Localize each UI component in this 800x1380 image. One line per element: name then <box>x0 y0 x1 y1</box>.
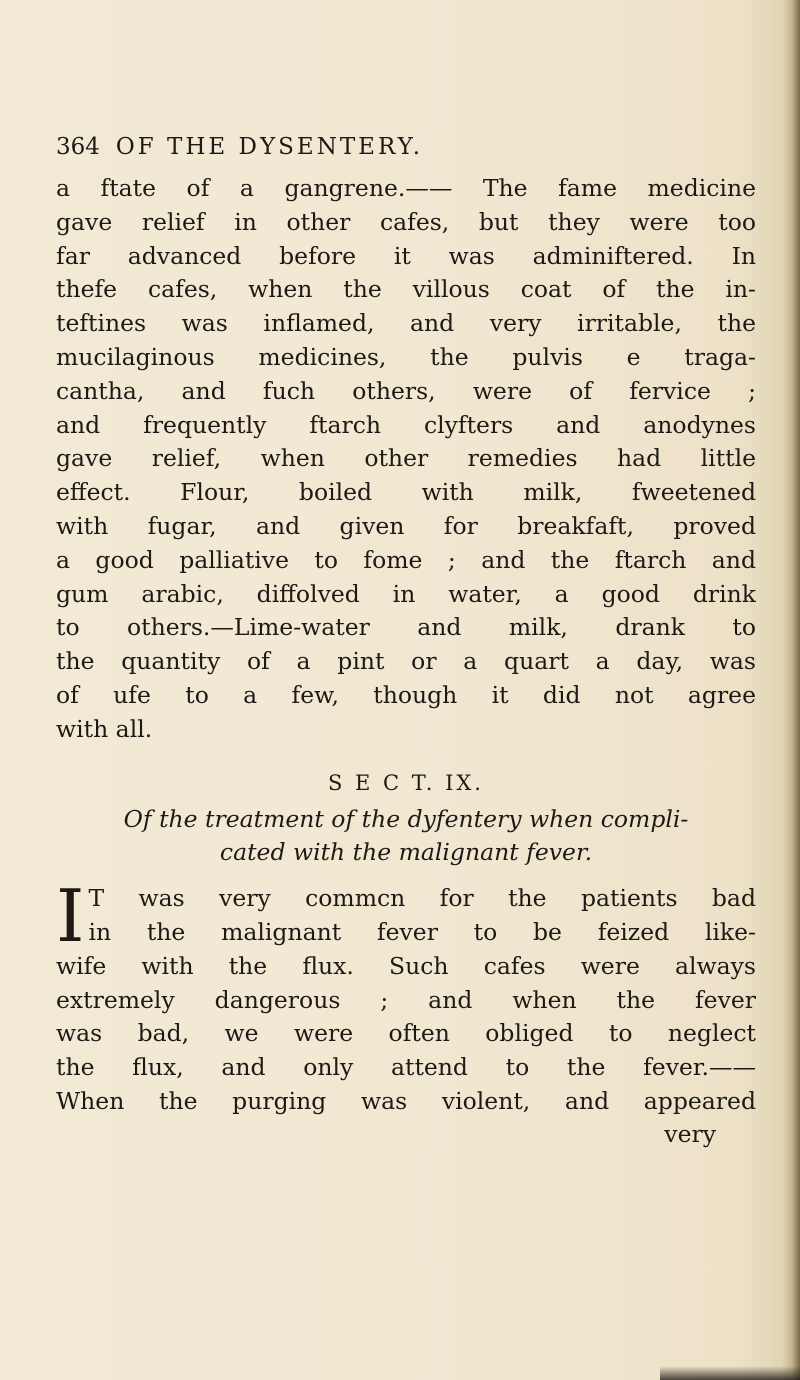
page-content <box>56 132 756 1149</box>
text-line: mucilaginous medicines, the pulvis e traga- <box>56 342 756 371</box>
text-line: to others.—Lime-water and milk, drank to <box>56 613 756 642</box>
text-line: of ufe to a few, though it did not agree <box>56 680 756 709</box>
running-head <box>56 132 756 162</box>
text-line: was bad, we were often obliged to neglect <box>56 1019 756 1048</box>
text-line: extremely dangerous ; and when the fever <box>56 985 756 1014</box>
text-line: far advanced before it was adminiftered. In <box>56 241 756 270</box>
text-line: T was very commcn for the patients bad <box>88 884 756 913</box>
text-line: with fugar, and given for breakfaft, proved <box>56 511 756 540</box>
text-line: with all. <box>56 714 153 743</box>
section-title-line: cated with the malignant fever. <box>219 838 593 867</box>
section-title <box>56 803 756 871</box>
running-title: OF THE DYSENTERY. <box>115 134 424 160</box>
text-line: and frequently ftarch clyfters and anodynes <box>56 410 756 439</box>
text-line: a ftate of a gangrene.—— The fame medicine <box>56 174 756 202</box>
text-line: a good palliative to fome ; and the ftarch and <box>56 545 756 574</box>
text-line: gave relief, when other remedies had little <box>56 444 756 473</box>
text-line: gave relief in other cafes, but they were too <box>56 207 756 236</box>
text-line: the flux, and only attend to the fever.—— <box>56 1053 756 1082</box>
text-line: teftines was inflamed, and very irritable, the <box>56 309 756 338</box>
text-line: cantha, and fuch others, were of fervice ; <box>56 376 756 405</box>
text-line: thefe cafes, when the villous coat of the in- <box>56 275 756 304</box>
page-corner-shadow <box>660 1366 800 1380</box>
text-line: gum arabic, diffolved in water, a good drink <box>56 579 756 608</box>
section-title-line: Of the treatment of the dyfentery when compli- <box>123 804 689 833</box>
paragraph-2 <box>56 874 756 1119</box>
section-heading: S E C T. IX. <box>327 770 484 795</box>
page-edge-shadow <box>782 0 800 1380</box>
paragraph-1 <box>56 172 756 747</box>
page-number: 364 <box>56 134 100 160</box>
drop-cap: I <box>56 874 85 959</box>
text-line: effect. Flour, boiled with milk, fweetened <box>56 478 756 507</box>
text-line: in the malignant fever to be feized like- <box>88 917 756 946</box>
text-line: wife with the flux. Such cafes were always <box>56 951 756 980</box>
catchword: very <box>664 1119 716 1148</box>
text-line: When the purging was violent, and appeared <box>56 1086 756 1115</box>
text-line: the quantity of a pint or a quart a day, was <box>56 647 756 676</box>
